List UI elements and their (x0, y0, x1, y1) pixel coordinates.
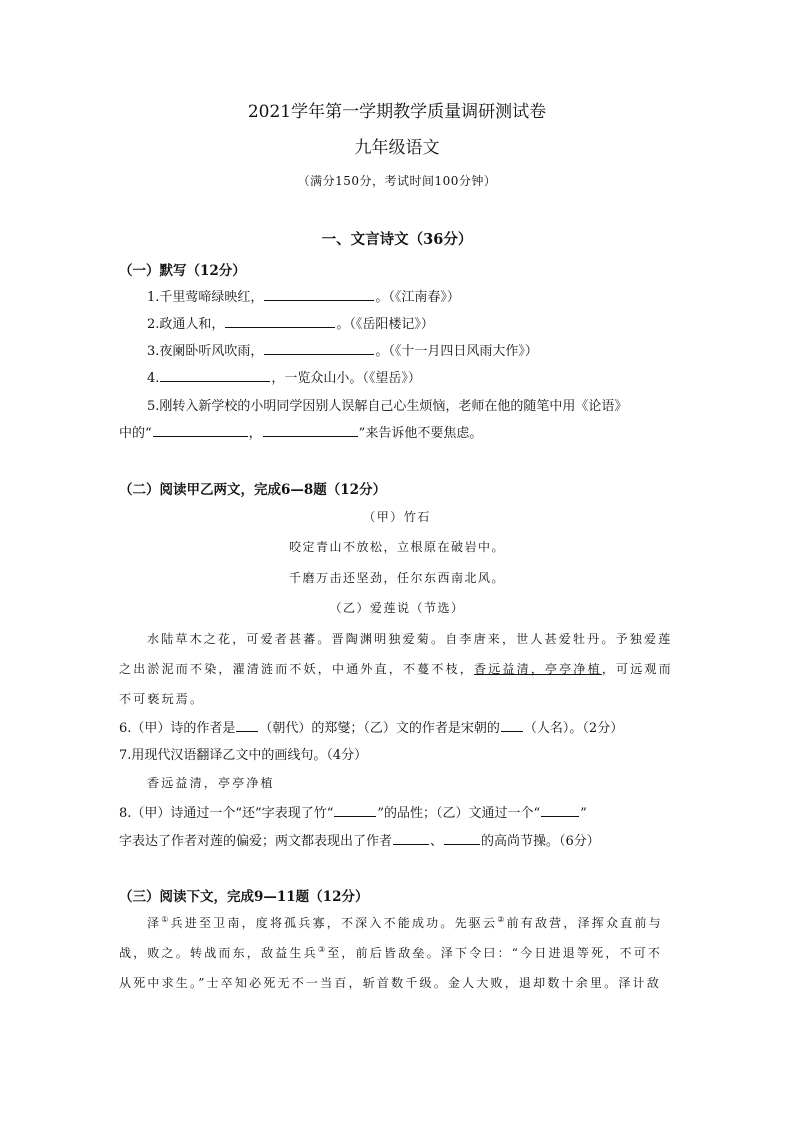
poem-title: （甲）竹石 (363, 510, 431, 524)
q5-text: 中的“ (119, 426, 152, 441)
footnote-marker-3: ③ (317, 945, 328, 954)
q5-comma: ， (248, 426, 262, 441)
q8-blank-1[interactable] (334, 804, 376, 817)
q1-text: 1.千里莺啼绿映红， (147, 290, 264, 305)
q5-tail: ”来告诉他不要焦虑。 (358, 426, 483, 441)
part3-heading: （三）阅读下文，完成9—11题（12分） (119, 889, 369, 905)
question-5-line1: 5.刚转入新学校的小明同学因别人误解自己心生烦恼，老师在他的随笔中用《论语》 (147, 399, 628, 414)
question-2 (147, 313, 434, 332)
question-3 (147, 340, 538, 359)
q1-blank[interactable] (264, 288, 374, 301)
q4-number: 4. (147, 371, 160, 386)
footnote-marker-2: ② (497, 915, 507, 924)
q2-source: 。（《岳阳楼记》） (336, 317, 434, 332)
passage-line-2-a: 战，败之。转战而东，敌益生兵 (119, 946, 318, 960)
q4-blank[interactable] (160, 369, 270, 382)
q4-text: ，一览众山小。（《望岳》） (271, 371, 421, 386)
question-7-quote: 香远益清，亭亭净植 (147, 776, 275, 790)
q1-source: 。（《江南春》） (375, 290, 460, 305)
poem-line-1: 咬定青山不放松，立根原在破岩中。 (288, 540, 505, 554)
passage-line-2-b: 至，前后皆敌垒。泽下令曰：“今日进退等死，不可不 (327, 946, 663, 960)
prose-line-2-pre: 之出淤泥而不染，濯清涟而不妖，中通外直，不蔓不枝， (119, 662, 475, 676)
q5-blank-2[interactable] (263, 424, 358, 437)
q8-blank-3[interactable] (393, 832, 429, 845)
passage-line-1-a: 泽 (147, 916, 162, 930)
part1-heading: （一）默写（12分） (119, 263, 246, 279)
exam-note: （满分150分，考试时间100分钟） (297, 174, 497, 188)
footnote-marker-1: ① (161, 915, 171, 924)
q8-text-f: 的高尚节操。（6分） (481, 834, 600, 849)
exam-subtitle: 九年级语文 (354, 138, 440, 158)
q8-text-a: 8.（甲）诗通过一个“还”字表现了竹“ (119, 806, 334, 821)
passage-line-1-b: 兵进至卫南，度将孤兵寡，不深入不能成功。先驱云 (170, 916, 498, 930)
q8-text-d: 字表达了作者对莲的偏爱；两文都表现出了作者 (119, 834, 393, 849)
q6-text-b: （朝代）的郑燮；（乙）文的作者是宋朝的 (259, 721, 500, 736)
q3-text: 3.夜阑卧听风吹雨， (147, 344, 264, 359)
question-4 (147, 367, 421, 386)
q2-text: 2.政通人和， (147, 317, 225, 332)
q6-blank-1[interactable] (236, 719, 258, 732)
prose-title: （乙）爱莲说（节选） (329, 601, 465, 615)
q6-text-c: （人名）。（2分） (523, 721, 624, 736)
q2-blank[interactable] (225, 315, 335, 328)
q3-source: 。（《十一月四日风雨大作》） (375, 344, 538, 359)
prose-line-2-post: ，可远观而 (601, 662, 673, 676)
prose-line-2 (119, 660, 673, 677)
q8-blank-4[interactable] (444, 832, 480, 845)
section-title: 一、文言诗文（36分） (321, 231, 473, 248)
prose-line-1: 水陆草木之花，可爱者甚蕃。晋陶渊明独爱菊。自李唐来，世人甚爱牡丹。予独爱莲 (147, 632, 673, 646)
poem-line-2: 千磨万击还坚劲，任尔东西南北风。 (288, 571, 505, 585)
q6-blank-2[interactable] (501, 719, 523, 732)
q5-blank-1[interactable] (153, 424, 248, 437)
question-8-line2 (119, 830, 600, 849)
question-6 (119, 717, 623, 736)
prose-line-3: 不可亵玩焉。 (119, 692, 205, 706)
q6-text-a: 6.（甲）诗的作者是 (119, 721, 236, 736)
passage-line-1-c: 前有敌营，泽挥众直前与 (506, 916, 663, 930)
question-7: 7.用现代汉语翻译乙文中的画线句。（4分） (119, 748, 368, 763)
q8-text-c: ” (580, 806, 587, 821)
q3-blank[interactable] (264, 342, 374, 355)
part2-heading: （二）阅读甲乙两文，完成6—8题（12分） (119, 482, 387, 498)
exam-title: 2021学年第一学期教学质量调研测试卷 (247, 102, 547, 122)
q8-text-e: 、 (430, 834, 444, 849)
q8-text-b: ”的品性；（乙）文通过一个“ (377, 806, 541, 821)
q8-blank-2[interactable] (541, 804, 579, 817)
question-1 (147, 286, 460, 305)
passage-line-1 (147, 914, 663, 931)
passage-line-2 (119, 944, 662, 961)
question-8-line1 (119, 802, 587, 821)
prose-underlined-sentence: 香远益清，亭亭净植 (474, 662, 602, 676)
passage-line-3: 从死中求生。”士卒知必死无不一当百，斩首数千级。金人大败，退却数十余里。泽计敌 (119, 976, 661, 990)
question-5-line2 (119, 422, 482, 441)
